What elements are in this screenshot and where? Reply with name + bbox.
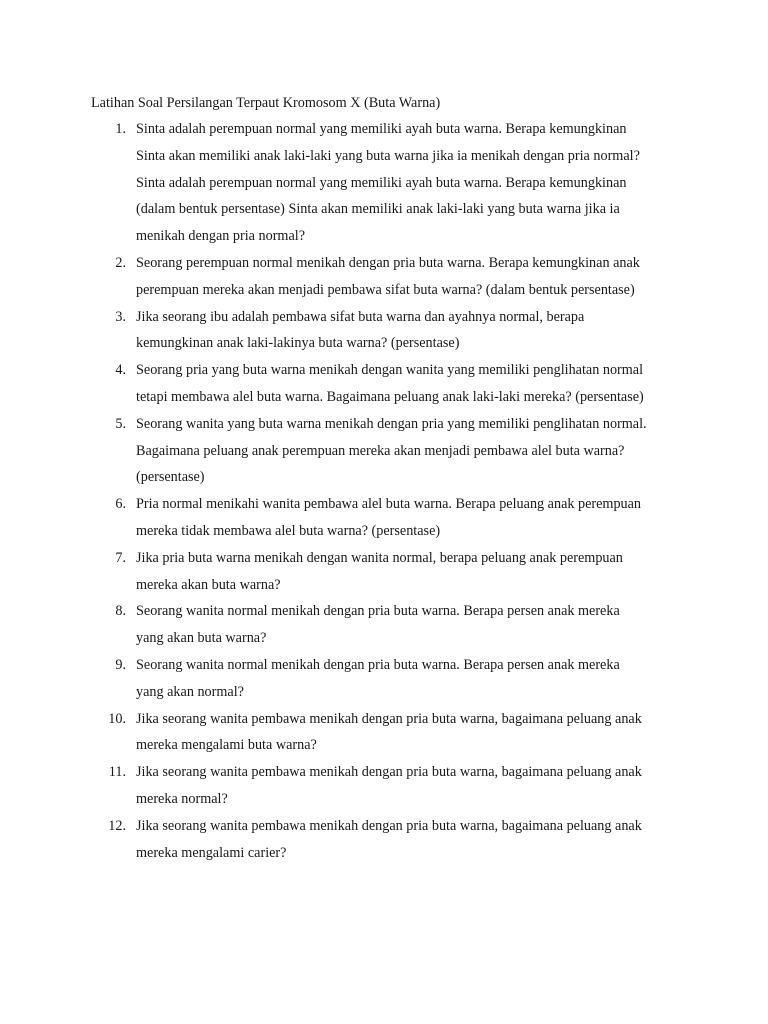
question-text-line: yang akan normal? (136, 683, 244, 700)
question-text-line: Jika seorang wanita pembawa menikah dengan pria buta warna, bagaimana peluang anak (136, 817, 642, 834)
question-list (108, 116, 682, 866)
question-text-line: Seorang wanita normal menikah dengan pria buta warna. Berapa persen anak mereka (136, 603, 620, 620)
question-number: 9. (115, 656, 126, 673)
question-number: 5. (115, 415, 126, 432)
question-number: 6. (115, 496, 126, 513)
question-item-8 (115, 598, 682, 652)
question-text-line: Seorang wanita yang buta warna menikah dengan pria yang memiliki penglihatan normal. (136, 415, 647, 432)
question-item-6 (115, 491, 682, 545)
document-title: Latihan Soal Persilangan Terpaut Kromosom X (Buta Warna) (91, 95, 441, 111)
question-number: 7. (115, 549, 126, 566)
question-text-line: Seorang pria yang buta warna menikah dengan wanita yang memiliki penglihatan normal (136, 362, 644, 379)
question-item-4 (115, 357, 682, 411)
question-item-11 (108, 759, 682, 813)
question-text-line: Seorang perempuan normal menikah dengan pria buta warna. Berapa kemungkinan anak (136, 254, 640, 271)
question-number: 10. (108, 710, 126, 727)
question-text-line: Sinta akan memiliki anak laki-laki yang buta warna jika ia menikah dengan pria normal? (136, 147, 640, 164)
question-text-line: mereka mengalami carier? (136, 844, 287, 861)
question-text-line: yang akan buta warna? (136, 630, 267, 647)
question-text-line: Bagaimana peluang anak perempuan mereka akan menjadi pembawa alel buta warna? (136, 442, 625, 459)
question-text-line: kemungkinan anak laki-lakinya buta warna? (persentase) (136, 335, 460, 352)
question-number: 12. (108, 817, 126, 834)
question-text-line: Jika seorang wanita pembawa menikah dengan pria buta warna, bagaimana peluang anak (136, 710, 642, 727)
question-number: 3. (115, 308, 126, 325)
question-number: 1. (115, 121, 126, 137)
question-item-1 (115, 116, 682, 250)
question-text-line: mereka akan buta warna? (136, 576, 281, 593)
question-number: 8. (115, 603, 126, 620)
question-item-3 (115, 304, 682, 358)
question-item-5 (115, 411, 682, 491)
question-text-line: Pria normal menikahi wanita pembawa alel buta warna. Berapa peluang anak perempuan (136, 496, 642, 513)
question-number: 11. (108, 764, 126, 781)
question-number: 2. (115, 254, 126, 271)
question-text-line: tetapi membawa alel buta warna. Bagaimana peluang anak laki-laki mereka? (persentase) (136, 388, 644, 405)
question-text-line: Seorang wanita normal menikah dengan pria buta warna. Berapa persen anak mereka (136, 656, 620, 673)
question-item-7 (115, 545, 682, 599)
question-text-line: Jika pria buta warna menikah dengan wanita normal, berapa peluang anak perempuan (136, 549, 623, 566)
question-item-10 (108, 706, 682, 760)
question-text-line: Sinta adalah perempuan normal yang memiliki ayah buta warna. Berapa kemungkinan (136, 174, 627, 191)
question-number: 4. (115, 362, 126, 379)
question-text-line: mereka tidak membawa alel buta warna? (persentase) (136, 522, 441, 539)
question-text-line: Sinta adalah perempuan normal yang memiliki ayah buta warna. Berapa kemungkinan (136, 121, 627, 137)
question-item-2 (115, 250, 682, 304)
question-text-line: mereka normal? (136, 790, 228, 807)
question-item-9 (115, 652, 682, 706)
question-text-line: menikah dengan pria normal? (136, 228, 306, 245)
question-text-line: (persentase) (136, 469, 205, 486)
question-text-line: perempuan mereka akan menjadi pembawa sifat buta warna? (dalam bentuk persentase) (136, 281, 635, 298)
question-text-line: Jika seorang wanita pembawa menikah dengan pria buta warna, bagaimana peluang anak (136, 764, 642, 781)
question-item-12 (108, 813, 682, 867)
question-text-line: Jika seorang ibu adalah pembawa sifat buta warna dan ayahnya normal, berapa (136, 308, 585, 325)
question-text-line: (dalam bentuk persentase) Sinta akan memiliki anak laki-laki yang buta warna jika ia (136, 201, 620, 218)
question-text-line: mereka mengalami buta warna? (136, 737, 317, 754)
